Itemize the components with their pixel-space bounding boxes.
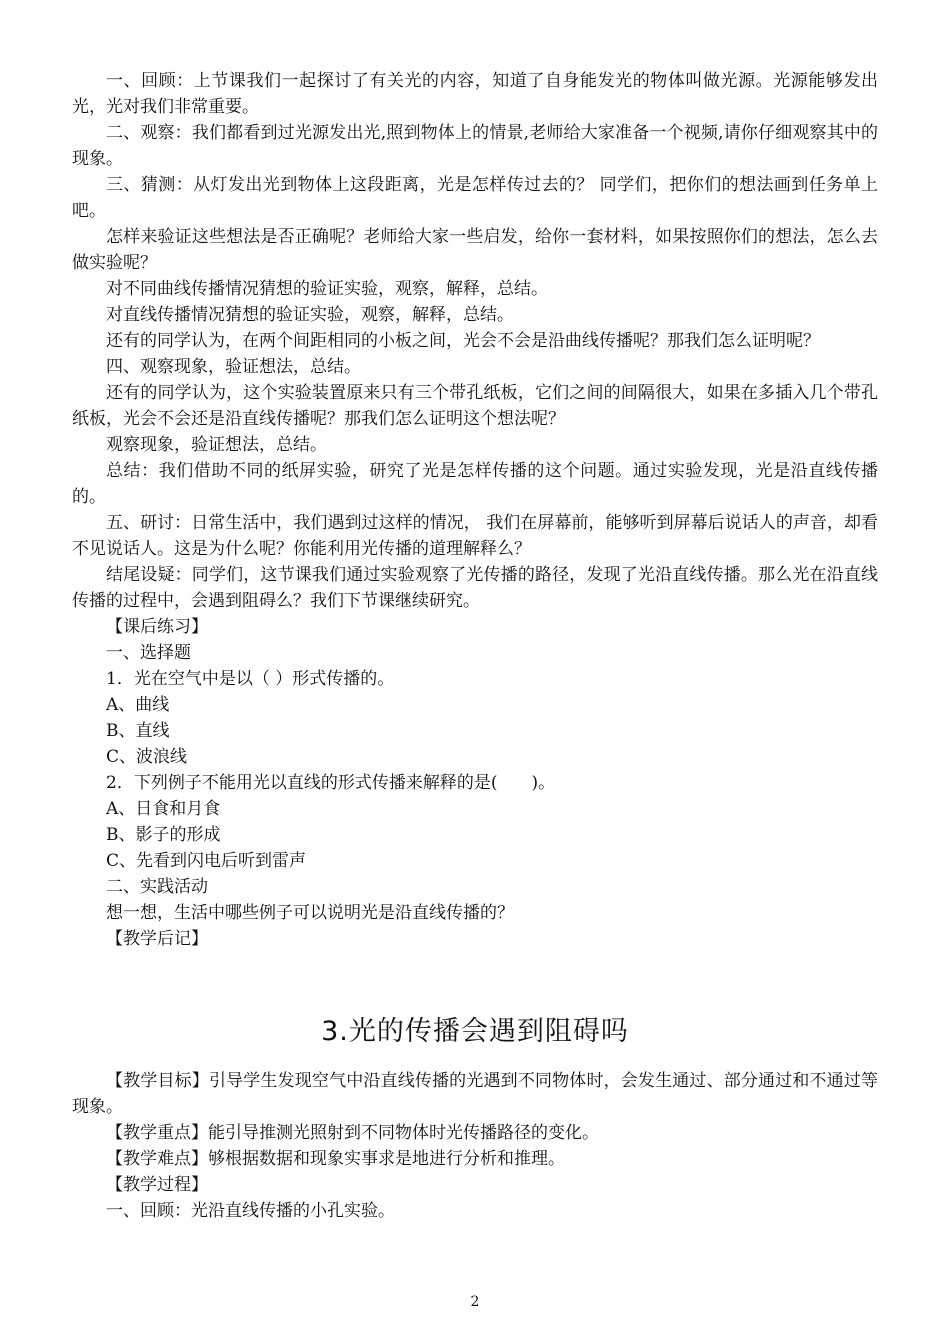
paragraph-curve-question: 还有的同学认为，在两个间距相同的小板之间，光会不会是沿曲线传播呢？那我们怎么证明呢？ <box>106 331 820 351</box>
paragraph-discussion: 五、研讨：日常生活中，我们遇到过这样的情况， 我们在屏幕前，能够听到屏幕后说话人的声音，却看不见说话人。这是为什么呢？你能利用光传播的道理解释么？ <box>72 513 878 559</box>
paragraph-step-four: 四、观察现象，验证想法，总结。 <box>106 357 361 377</box>
lesson-2-body <box>72 68 878 952</box>
teaching-process-review: 一、回顾：光沿直线传播的小孔实验。 <box>106 1201 395 1221</box>
page-number: 2 <box>470 1294 480 1310</box>
paragraph-review: 一、回顾：上节课我们一起探讨了有关光的内容，知道了自身能发光的物体叫做光源。光源能够发出光，光对我们非常重要。 <box>72 71 878 117</box>
teaching-goal: 【教学目标】引导学生发现空气中沿直线传播的光遇到不同物体时，会发生通过、部分通过和不通过等现象。 <box>72 1071 878 1117</box>
question-1-option-c: C、波浪线 <box>106 747 188 767</box>
question-2-option-c: C、先看到闪电后听到雷声 <box>106 851 307 871</box>
paragraph-guess: 三、猜测：从灯发出光到物体上这段距离，光是怎样传过去的？ 同学们，把你们的想法画到任务单上吧。 <box>72 175 878 221</box>
lesson-title: 3.光的传播会遇到阻碍吗 <box>321 1016 629 1047</box>
question-1-option-b: B、直线 <box>106 721 170 741</box>
paragraph-verify-question: 怎样来验证这些想法是否正确呢？老师给大家一些启发，给你一套材料，如果按照你们的想法，怎么去做实验呢？ <box>72 227 878 273</box>
practice-question: 想一想，生活中哪些例子可以说明光是沿直线传播的？ <box>106 903 514 923</box>
heading-multiple-choice: 一、选择题 <box>106 643 191 663</box>
paragraph-curve-experiment: 对不同曲线传播情况猜想的验证实验，观察，解释，总结。 <box>106 279 548 299</box>
question-1-option-a: A、曲线 <box>106 695 170 715</box>
document-page <box>72 68 878 1224</box>
paragraph-straight-experiment: 对直线传播情况猜想的验证实验，观察，解释，总结。 <box>106 305 514 325</box>
paragraph-summary: 总结：我们借助不同的纸屏实验，研究了光是怎样传播的这个问题。通过实验发现，光是沿直线传播的。 <box>72 461 878 507</box>
question-2-option-a: A、日食和月食 <box>106 799 221 819</box>
teaching-process-heading: 【教学过程】 <box>106 1175 208 1195</box>
paragraph-observe-verify: 观察现象，验证想法，总结。 <box>106 435 327 455</box>
heading-homework: 【课后练习】 <box>106 617 208 637</box>
teaching-focus: 【教学重点】能引导推测光照射到不同物体时光传播路径的变化。 <box>106 1123 599 1143</box>
paragraph-more-boards: 还有的同学认为，这个实验装置原来只有三个带孔纸板，它们之间的间隔很大，如果在多插入几个带孔纸板，光会不会还是沿直线传播呢？那我们怎么证明这个想法呢？ <box>72 383 878 429</box>
heading-teaching-notes: 【教学后记】 <box>106 929 208 949</box>
teaching-difficulty: 【教学难点】够根据数据和现象实事求是地进行分析和推理。 <box>106 1149 565 1169</box>
question-2-option-b: B、影子的形成 <box>106 825 221 845</box>
question-2: 2．下列例子不能用光以直线的形式传播来解释的是( )。 <box>106 773 556 793</box>
paragraph-observe: 二、观察：我们都看到过光源发出光,照到物体上的情景,老师给大家准备一个视频,请你仔细观察其中的现象。 <box>72 123 878 169</box>
paragraph-closing: 结尾设疑：同学们，这节课我们通过实验观察了光传播的路径，发现了光沿直线传播。那么光在沿直线传播的过程中，会遇到阻碍么？我们下节课继续研究。 <box>72 565 878 611</box>
lesson-3-body <box>72 1012 878 1224</box>
heading-practice: 二、实践活动 <box>106 877 208 897</box>
section-gap <box>72 952 878 1012</box>
question-1: 1．光在空气中是以（ ）形式传播的。 <box>106 669 395 689</box>
